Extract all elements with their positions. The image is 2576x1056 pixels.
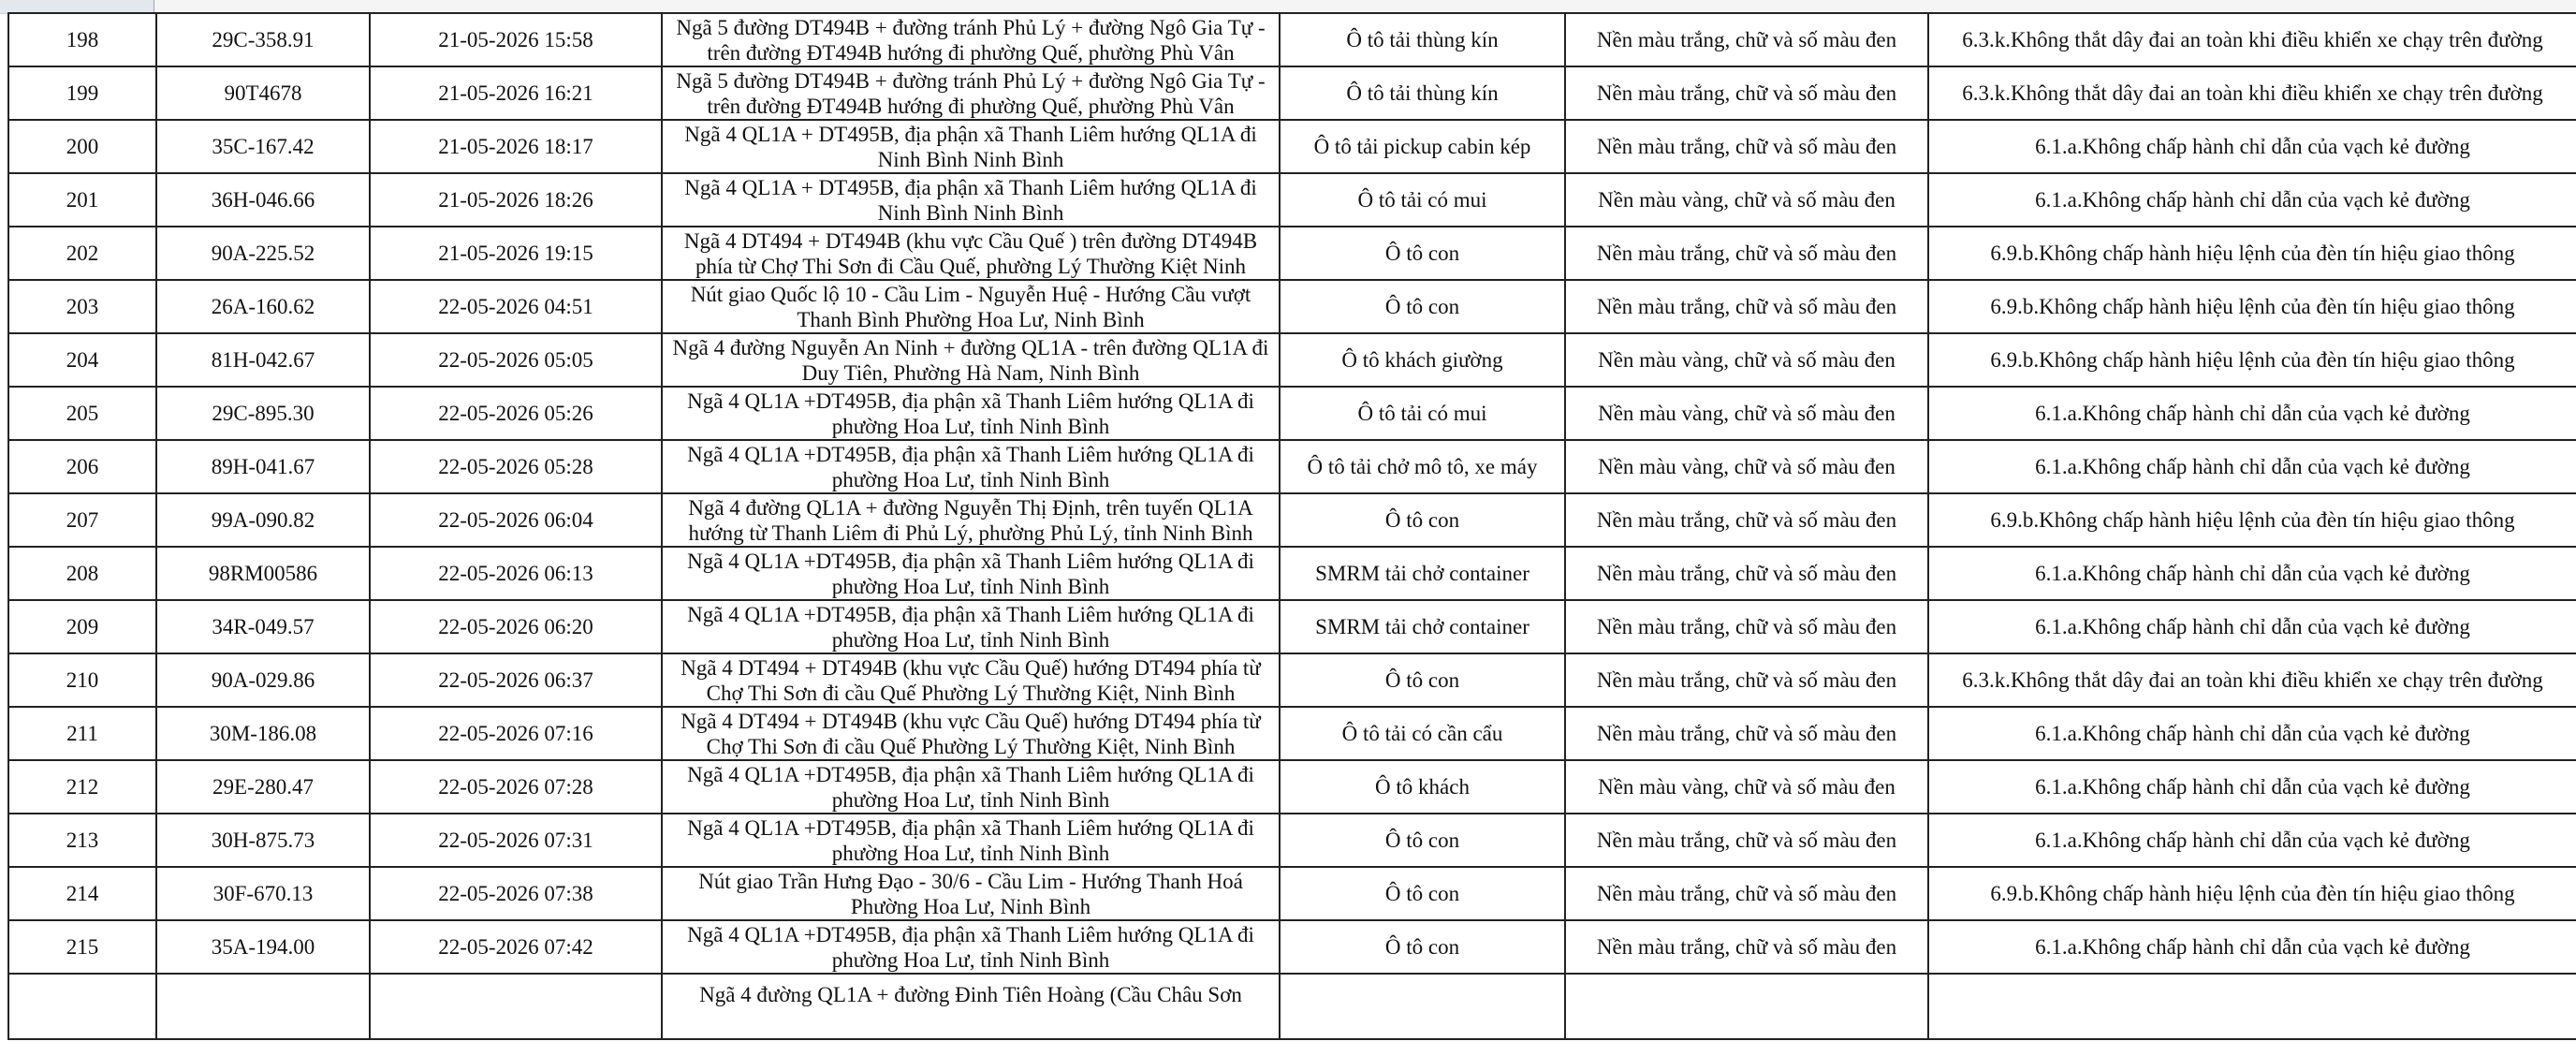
cell-violation[interactable]: 6.1.a.Không chấp hành chỉ dẫn của vạch kẻ đường (1928, 814, 2576, 867)
table-row (8, 120, 2576, 173)
cell-plate[interactable]: 26A-160.62 (156, 280, 370, 333)
violations-table (7, 12, 2576, 1040)
cell-location[interactable]: Ngã 4 QL1A + DT495B, địa phận xã Thanh Liêm hướng QL1A đi Ninh Bình Ninh Bình (662, 173, 1280, 227)
table-row (8, 867, 2576, 920)
cell-plate[interactable]: 89H-041.67 (156, 440, 370, 493)
cell-violation[interactable]: 6.1.a.Không chấp hành chỉ dẫn của vạch kẻ đường (1928, 120, 2576, 173)
cell-violation[interactable]: 6.1.a.Không chấp hành chỉ dẫn của vạch kẻ đường (1928, 387, 2576, 440)
cell-stt[interactable]: 210 (8, 653, 156, 707)
cell-location[interactable]: Ngã 4 QL1A +DT495B, địa phận xã Thanh Liêm hướng QL1A đi phường Hoa Lư, tỉnh Ninh Bình (662, 440, 1280, 493)
cell-vehicle-type[interactable]: Ô tô con (1280, 227, 1565, 280)
cell-plate[interactable]: 35A-194.00 (156, 920, 370, 974)
cell-stt[interactable]: 206 (8, 440, 156, 493)
table-row (8, 227, 2576, 280)
cell-plate-color[interactable]: Nền màu trắng, chữ và số màu đen (1565, 920, 1928, 974)
cell-location[interactable]: Ngã 4 đường Nguyễn An Ninh + đường QL1A - trên đường QL1A đi Duy Tiên, Phường Hà Nam, Ninh Bình (662, 333, 1280, 387)
table-row (8, 66, 2576, 120)
cell-vehicle-type[interactable]: Ô tô con (1280, 920, 1565, 974)
cell-plate-color[interactable]: Nền màu vàng, chữ và số màu đen (1565, 387, 1928, 440)
cell-stt[interactable]: 211 (8, 707, 156, 760)
table-row (8, 547, 2576, 600)
cell-vehicle-type[interactable]: Ô tô tải pickup cabin kép (1280, 120, 1565, 173)
cell-plate-color[interactable]: Nền màu trắng, chữ và số màu đen (1565, 867, 1928, 920)
cell-violation[interactable]: 6.1.a.Không chấp hành chỉ dẫn của vạch kẻ đường (1928, 600, 2576, 653)
cell-vehicle-type[interactable]: Ô tô con (1280, 653, 1565, 707)
cell-stt[interactable]: 204 (8, 333, 156, 387)
cell-location[interactable]: Ngã 4 QL1A +DT495B, địa phận xã Thanh Liêm hướng QL1A đi phường Hoa Lư, tỉnh Ninh Bình (662, 547, 1280, 600)
cell-time[interactable] (370, 974, 662, 1039)
cell-location[interactable]: Ngã 4 QL1A +DT495B, địa phận xã Thanh Liêm hướng QL1A đi phường Hoa Lư, tỉnh Ninh Bình (662, 760, 1280, 814)
table-row (8, 600, 2576, 653)
cell-plate-color[interactable]: Nền màu trắng, chữ và số màu đen (1565, 600, 1928, 653)
cell-vehicle-type[interactable]: Ô tô tải thùng kín (1280, 66, 1565, 120)
cell-location[interactable]: Nút giao Quốc lộ 10 - Cầu Lim - Nguyễn Huệ - Hướng Cầu vượt Thanh Bình Phường Hoa Lư, Ninh Bình (662, 280, 1280, 333)
cell-plate[interactable]: 30H-875.73 (156, 814, 370, 867)
cell-time[interactable]: 22-05-2026 06:04 (370, 493, 662, 547)
cell-vehicle-type[interactable]: Ô tô tải thùng kín (1280, 13, 1565, 66)
cell-plate-color[interactable]: Nền màu vàng, chữ và số màu đen (1565, 173, 1928, 227)
cell-location[interactable]: Ngã 5 đường DT494B + đường tránh Phủ Lý + đường Ngô Gia Tự - trên đường ĐT494B hướng đi phường Quế, phường Phù Vân (662, 66, 1280, 120)
cell-stt[interactable]: 208 (8, 547, 156, 600)
cell-plate-color[interactable]: Nền màu vàng, chữ và số màu đen (1565, 333, 1928, 387)
cell-time[interactable]: 22-05-2026 07:31 (370, 814, 662, 867)
cell-plate[interactable]: 29E-280.47 (156, 760, 370, 814)
cell-vehicle-type[interactable]: Ô tô con (1280, 814, 1565, 867)
table-row (8, 814, 2576, 867)
cell-vehicle-type[interactable]: Ô tô tải chở mô tô, xe máy (1280, 440, 1565, 493)
table-row (8, 760, 2576, 814)
table-row (8, 387, 2576, 440)
cell-violation[interactable]: 6.1.a.Không chấp hành chỉ dẫn của vạch kẻ đường (1928, 173, 2576, 227)
cell-plate-color[interactable]: Nền màu trắng, chữ và số màu đen (1565, 814, 1928, 867)
cell-violation[interactable]: 6.3.k.Không thắt dây đai an toàn khi điều khiển xe chạy trên đường (1928, 653, 2576, 707)
cell-vehicle-type[interactable]: SMRM tải chở container (1280, 600, 1565, 653)
cell-plate-color[interactable]: Nền màu vàng, chữ và số màu đen (1565, 760, 1928, 814)
cell-violation[interactable]: 6.9.b.Không chấp hành hiệu lệnh của đèn tín hiệu giao thông (1928, 227, 2576, 280)
cell-stt[interactable]: 212 (8, 760, 156, 814)
cell-time[interactable]: 22-05-2026 07:28 (370, 760, 662, 814)
cell-violation[interactable] (1928, 974, 2576, 1039)
cell-time[interactable]: 22-05-2026 07:42 (370, 920, 662, 974)
cell-location[interactable]: Ngã 4 QL1A + DT495B, địa phận xã Thanh Liêm hướng QL1A đi Ninh Bình Ninh Bình (662, 120, 1280, 173)
cell-plate-color[interactable]: Nền màu trắng, chữ và số màu đen (1565, 493, 1928, 547)
cell-location[interactable]: Ngã 4 QL1A +DT495B, địa phận xã Thanh Liêm hướng QL1A đi phường Hoa Lư, tỉnh Ninh Bình (662, 600, 1280, 653)
cell-plate[interactable]: 34R-049.57 (156, 600, 370, 653)
cell-vehicle-type[interactable]: Ô tô con (1280, 280, 1565, 333)
cell-vehicle-type[interactable]: Ô tô khách (1280, 760, 1565, 814)
cell-vehicle-type[interactable]: Ô tô tải có mui (1280, 387, 1565, 440)
table-row (8, 173, 2576, 227)
table-row (8, 707, 2576, 760)
cell-violation[interactable]: 6.1.a.Không chấp hành chỉ dẫn của vạch kẻ đường (1928, 440, 2576, 493)
cell-time[interactable]: 21-05-2026 18:17 (370, 120, 662, 173)
cell-time[interactable]: 21-05-2026 15:58 (370, 13, 662, 66)
table-row (8, 493, 2576, 547)
cell-stt[interactable]: 201 (8, 173, 156, 227)
cell-vehicle-type[interactable]: Ô tô tải có mui (1280, 173, 1565, 227)
cell-time[interactable]: 21-05-2026 18:26 (370, 173, 662, 227)
cell-time[interactable]: 22-05-2026 06:20 (370, 600, 662, 653)
cell-plate-color[interactable]: Nền màu trắng, chữ và số màu đen (1565, 707, 1928, 760)
cell-plate[interactable]: 90T4678 (156, 66, 370, 120)
cell-plate[interactable]: 29C-358.91 (156, 13, 370, 66)
cell-time[interactable]: 21-05-2026 19:15 (370, 227, 662, 280)
cell-time[interactable]: 22-05-2026 05:28 (370, 440, 662, 493)
cell-time[interactable]: 22-05-2026 07:38 (370, 867, 662, 920)
cell-location[interactable]: Ngã 4 DT494 + DT494B (khu vực Cầu Quế) hướng DT494 phía từ Chợ Thi Sơn đi cầu Quế Phường Lý Thường Kiệt, Ninh Bình (662, 707, 1280, 760)
cell-time[interactable]: 22-05-2026 06:37 (370, 653, 662, 707)
cell-violation[interactable]: 6.3.k.Không thắt dây đai an toàn khi điều khiển xe chạy trên đường (1928, 13, 2576, 66)
cell-violation[interactable]: 6.9.b.Không chấp hành hiệu lệnh của đèn tín hiệu giao thông (1928, 867, 2576, 920)
cell-stt[interactable]: 207 (8, 493, 156, 547)
cell-stt[interactable]: 202 (8, 227, 156, 280)
cell-stt[interactable]: 203 (8, 280, 156, 333)
table-row (8, 280, 2576, 333)
cell-stt[interactable]: 205 (8, 387, 156, 440)
cell-vehicle-type[interactable]: SMRM tải chở container (1280, 547, 1565, 600)
cell-violation[interactable]: 6.1.a.Không chấp hành chỉ dẫn của vạch kẻ đường (1928, 920, 2576, 974)
cell-location[interactable]: Ngã 5 đường DT494B + đường tránh Phủ Lý + đường Ngô Gia Tự - trên đường ĐT494B hướng đi phường Quế, phường Phù Vân (662, 13, 1280, 66)
cell-location[interactable]: Ngã 4 đường QL1A + đường Đinh Tiên Hoàng (Cầu Châu Sơn (662, 974, 1280, 1039)
cell-violation[interactable]: 6.9.b.Không chấp hành hiệu lệnh của đèn tín hiệu giao thông (1928, 493, 2576, 547)
cell-stt[interactable]: 198 (8, 13, 156, 66)
cell-stt[interactable]: 213 (8, 814, 156, 867)
cell-plate[interactable]: 30F-670.13 (156, 867, 370, 920)
cell-plate[interactable]: 30M-186.08 (156, 707, 370, 760)
cell-vehicle-type[interactable]: Ô tô con (1280, 493, 1565, 547)
cell-location[interactable]: Ngã 4 QL1A +DT495B, địa phận xã Thanh Liêm hướng QL1A đi phường Hoa Lư, tỉnh Ninh Bình (662, 920, 1280, 974)
cell-location[interactable]: Ngã 4 DT494 + DT494B (khu vực Cầu Quế ) trên đường DT494B phía từ Chợ Thi Sơn đi Cầu Quế, phường Lý Thường Kiệt Ninh (662, 227, 1280, 280)
cell-plate[interactable]: 36H-046.66 (156, 173, 370, 227)
cell-time[interactable]: 22-05-2026 04:51 (370, 280, 662, 333)
cell-plate-color[interactable]: Nền màu trắng, chữ và số màu đen (1565, 120, 1928, 173)
cell-time[interactable]: 22-05-2026 05:26 (370, 387, 662, 440)
cell-stt[interactable]: 215 (8, 920, 156, 974)
table-row (8, 653, 2576, 707)
cell-location[interactable]: Ngã 4 DT494 + DT494B (khu vực Cầu Quế) hướng DT494 phía từ Chợ Thi Sơn đi cầu Quế Phường Lý Thường Kiệt, Ninh Bình (662, 653, 1280, 707)
cell-stt[interactable]: 214 (8, 867, 156, 920)
table-row (8, 13, 2576, 66)
column-header-cell[interactable] (0, 0, 154, 13)
cell-plate-color[interactable]: Nền màu trắng, chữ và số màu đen (1565, 227, 1928, 280)
table-body (8, 13, 2576, 1039)
cell-plate[interactable]: 90A-225.52 (156, 227, 370, 280)
cell-violation[interactable]: 6.9.b.Không chấp hành hiệu lệnh của đèn tín hiệu giao thông (1928, 333, 2576, 387)
cell-vehicle-type[interactable] (1280, 974, 1565, 1039)
cell-plate-color[interactable]: Nền màu vàng, chữ và số màu đen (1565, 440, 1928, 493)
cell-time[interactable]: 22-05-2026 06:13 (370, 547, 662, 600)
cell-vehicle-type[interactable]: Ô tô con (1280, 867, 1565, 920)
cell-plate[interactable]: 35C-167.42 (156, 120, 370, 173)
cell-vehicle-type[interactable]: Ô tô tải có cần cẩu (1280, 707, 1565, 760)
cell-stt[interactable]: 199 (8, 66, 156, 120)
cell-time[interactable]: 22-05-2026 05:05 (370, 333, 662, 387)
table-row (8, 920, 2576, 974)
cell-location[interactable]: Ngã 4 QL1A +DT495B, địa phận xã Thanh Liêm hướng QL1A đi phường Hoa Lư, tỉnh Ninh Bình (662, 387, 1280, 440)
cell-vehicle-type[interactable]: Ô tô khách giường (1280, 333, 1565, 387)
cell-plate[interactable]: 90A-029.86 (156, 653, 370, 707)
table-row (8, 333, 2576, 387)
cell-plate[interactable]: 98RM00586 (156, 547, 370, 600)
cell-violation[interactable]: 6.1.a.Không chấp hành chỉ dẫn của vạch kẻ đường (1928, 760, 2576, 814)
table-row (8, 440, 2576, 493)
cell-plate-color[interactable]: Nền màu trắng, chữ và số màu đen (1565, 280, 1928, 333)
cell-plate[interactable]: 81H-042.67 (156, 333, 370, 387)
cell-stt[interactable]: 200 (8, 120, 156, 173)
table-row-partial (8, 974, 2576, 1039)
cell-plate[interactable]: 99A-090.82 (156, 493, 370, 547)
cell-plate[interactable] (156, 974, 370, 1039)
cell-plate-color[interactable] (1565, 974, 1928, 1039)
cell-stt[interactable] (8, 974, 156, 1039)
cell-plate[interactable]: 29C-895.30 (156, 387, 370, 440)
cell-stt[interactable]: 209 (8, 600, 156, 653)
cell-plate-color[interactable]: Nền màu trắng, chữ và số màu đen (1565, 66, 1928, 120)
cell-violation[interactable]: 6.1.a.Không chấp hành chỉ dẫn của vạch kẻ đường (1928, 707, 2576, 760)
cell-violation[interactable]: 6.3.k.Không thắt dây đai an toàn khi điều khiển xe chạy trên đường (1928, 66, 2576, 120)
cell-location[interactable]: Nút giao Trần Hưng Đạo - 30/6 - Cầu Lim - Hướng Thanh Hoá Phường Hoa Lư, Ninh Bình (662, 867, 1280, 920)
cell-plate-color[interactable]: Nền màu trắng, chữ và số màu đen (1565, 13, 1928, 66)
cell-plate-color[interactable]: Nền màu trắng, chữ và số màu đen (1565, 547, 1928, 600)
cell-location[interactable]: Ngã 4 đường QL1A + đường Nguyễn Thị Định, trên tuyến QL1A hướng từ Thanh Liêm đi Phủ Lý, phường Phủ Lý, tỉnh Ninh Bình (662, 493, 1280, 547)
cell-plate-color[interactable]: Nền màu trắng, chữ và số màu đen (1565, 653, 1928, 707)
cell-violation[interactable]: 6.1.a.Không chấp hành chỉ dẫn của vạch kẻ đường (1928, 547, 2576, 600)
cell-time[interactable]: 22-05-2026 07:16 (370, 707, 662, 760)
cell-time[interactable]: 21-05-2026 16:21 (370, 66, 662, 120)
cell-violation[interactable]: 6.9.b.Không chấp hành hiệu lệnh của đèn tín hiệu giao thông (1928, 280, 2576, 333)
cell-location[interactable]: Ngã 4 QL1A +DT495B, địa phận xã Thanh Liêm hướng QL1A đi phường Hoa Lư, tỉnh Ninh Bình (662, 814, 1280, 867)
